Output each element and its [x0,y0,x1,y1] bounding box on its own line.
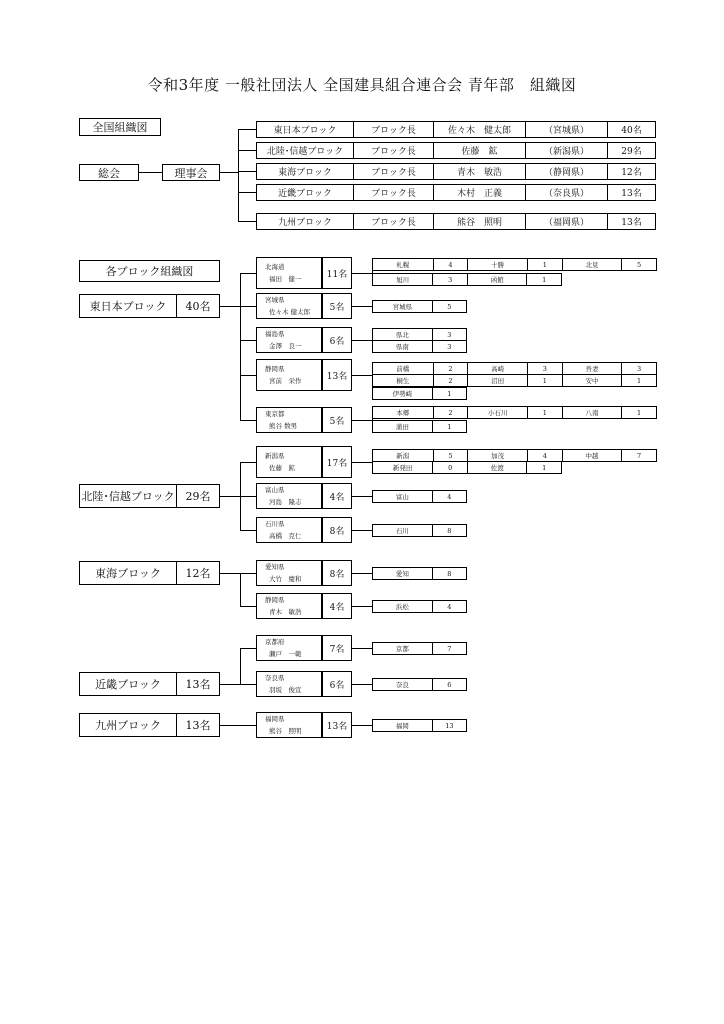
block-name: 九州ブロック [95,719,161,732]
sub-branch-row [372,387,467,400]
sub-branch-row [372,420,467,433]
connector-line [240,648,241,685]
sub-branch-name: 伊勢崎 [392,390,413,398]
sub-branch-count: 8 [432,568,466,579]
national-name-cell: 佐藤 鉱 [433,143,525,158]
national-count-cell: 13名 [607,185,655,200]
national-count-cell: 29名 [607,143,655,158]
sub-branch-count: 13 [432,720,466,731]
connector-line [238,221,256,222]
block-box-inner [80,562,219,584]
sub-branch-name: 京都 [395,645,409,653]
sub-branch-row [372,374,657,387]
sub-branch-cells [373,407,656,418]
connector-line [240,273,241,421]
prefecture-name: 宮城県 [265,296,285,304]
prefecture-name: 福島県 [265,330,285,338]
prefecture-info [257,672,321,696]
sub-branch-row [372,678,467,691]
block-name: 近畿ブロック [95,678,161,691]
sub-branch-name: 県南 [395,343,409,351]
connector-line [238,192,256,193]
sub-branch-row [372,524,467,537]
prefecture-count-box [322,407,352,433]
prefecture-info [257,561,321,585]
sub-branch-name: 新発田 [392,464,413,472]
national-pref-cell: （宮城県） [525,122,607,137]
prefecture-leader: 金澤 良一 [269,342,302,350]
sub-branch-count: 4 [432,491,466,502]
sub-branch-cells [373,643,466,654]
sub-branch-name: 蒲田 [395,423,409,431]
sub-branch-cells [373,601,466,612]
sub-branch-cells [373,341,466,352]
prefecture-name: 北海道 [265,263,285,271]
sub-branch-count: 4 [527,450,562,461]
sub-branch-count: 1 [621,375,656,386]
sub-branch-count: 5 [621,259,656,270]
connector-line [352,420,372,421]
sub-branch-count: 3 [432,341,466,352]
prefecture-count: 4名 [329,602,345,613]
sub-branch-count: 2 [433,363,468,374]
prefecture-leader: 高橋 克仁 [269,532,302,540]
prefecture-leader: 河島 隆志 [269,498,302,506]
connector-line [352,273,372,274]
sub-branch-row [372,461,562,474]
prefecture-name: 石川県 [265,520,285,528]
block-box-inner [80,485,219,507]
connector-line [240,530,256,531]
prefecture-info [257,636,321,660]
sub-branch-name: 沼田 [467,375,527,386]
prefecture-count-box [322,257,352,289]
sub-branch-name: 富山 [395,493,409,501]
prefecture-name: 京都府 [265,638,285,646]
national-pref-cell: （新潟県） [525,143,607,158]
prefecture-count: 11名 [326,269,348,280]
sub-branch-cells [373,720,466,731]
sub-branch-name: 札幌 [396,261,410,269]
connector-line [220,496,240,497]
prefecture-count: 6名 [329,680,345,691]
national-section-label-text: 全国組織図 [92,121,148,134]
prefecture-count-box [322,712,352,738]
prefecture-leader: 羽坂 俊宣 [269,686,302,694]
national-row [256,184,656,201]
national-row-cells [257,185,655,200]
prefecture-leader: 福田 健一 [269,275,302,283]
sub-branch-name: 佐渡 [467,462,526,473]
sub-branch-row [372,258,657,271]
prefecture-count-box [322,517,352,543]
connector-line [240,725,256,726]
connector-line [240,648,256,649]
prefecture-box [256,257,322,289]
sub-branch-count: 0 [432,462,467,473]
sub-branch-count: 1 [527,375,562,386]
national-role-cell: ブロック長 [353,185,433,200]
sub-branch-count: 7 [621,450,656,461]
national-name-cell: 木村 正義 [433,185,525,200]
connector-line [240,606,256,607]
prefecture-count: 7名 [329,644,345,655]
prefecture-count-box [322,327,352,353]
prefecture-count-box [322,293,352,319]
blocks-section-label-text: 各ブロック組織図 [105,265,194,278]
sub-branch-name: 安中 [562,375,622,386]
block-count: 13名 [176,714,219,736]
connector-line [352,648,372,649]
connector-line [352,606,372,607]
connector-line [220,306,240,307]
sub-branch-cells [373,421,466,432]
sub-branch-cells [373,679,466,690]
sub-branch-count: 6 [432,679,466,690]
connector-line [240,462,256,463]
block-box [79,561,220,585]
sub-branch-cells [373,329,466,340]
connector-line [238,129,256,130]
connector-line [352,496,372,497]
sub-branch-row [372,490,467,503]
sub-branch-name: 宮城県 [392,303,413,311]
sub-branch-cells [373,375,656,386]
block-box [79,713,220,737]
prefecture-count: 8名 [329,526,345,537]
block-name: 東日本ブロック [89,300,167,313]
sub-branch-cells [373,568,466,579]
block-box-inner [80,673,219,695]
connector-line [352,530,372,531]
block-count: 12名 [176,562,219,584]
national-name-cell: 熊谷 照明 [433,214,525,229]
connector-line [352,375,372,376]
prefecture-box [256,483,322,509]
prefecture-count: 4名 [329,492,345,503]
sub-branch-row [372,340,467,353]
sub-branch-name: 北見 [562,259,622,270]
national-role-cell: ブロック長 [353,164,433,179]
prefecture-leader: 佐藤 鉱 [269,464,295,472]
sub-branch-row [372,719,467,732]
sub-branch-count: 3 [527,363,562,374]
block-name: 北陸･信越ブロック [81,490,175,503]
prefecture-leader: 熊谷 照明 [269,727,302,735]
prefecture-info [257,713,321,737]
national-row-cells [257,214,655,229]
prefecture-info [257,360,321,390]
sub-branch-count: 3 [621,363,656,374]
prefecture-info [257,294,321,318]
prefecture-box [256,635,322,661]
national-row-cells [257,122,655,137]
connector-line [240,306,256,307]
sub-branch-count: 1 [526,274,561,285]
block-count: 29名 [176,485,219,507]
connector-line [220,573,240,574]
national-pref-cell: （静岡県） [525,164,607,179]
national-block-cell: 東日本ブロック [273,126,337,136]
prefecture-count-box [322,446,352,478]
national-row [256,121,656,138]
connector-line [240,375,256,376]
sub-branch-name: 福岡 [395,722,409,730]
national-row [256,213,656,230]
connector-line [139,172,162,173]
sub-branch-count: 4 [432,601,466,612]
prefecture-leader: 青木 敏浩 [269,608,302,616]
sub-branch-name: 小石川 [467,407,527,418]
national-block-cell: 東海ブロック [278,168,332,178]
sub-branch-row [372,567,467,580]
prefecture-leader: 熊谷 数男 [269,422,298,430]
connector-line [240,340,256,341]
national-role-cell: ブロック長 [353,122,433,137]
connector-line [240,573,256,574]
national-count-cell: 13名 [607,214,655,229]
block-name: 東海ブロック [95,567,161,580]
sub-branch-name: 県北 [395,331,409,339]
prefecture-name: 新潟県 [265,452,285,460]
prefecture-box [256,517,322,543]
national-pref-cell: （福岡県） [525,214,607,229]
sub-branch-name: 函館 [467,274,526,285]
national-count-cell: 40名 [607,122,655,137]
prefecture-box [256,712,322,738]
national-name-cell: 青木 敏浩 [433,164,525,179]
connector-line [240,684,256,685]
sub-branch-name: 吾妻 [562,363,622,374]
prefecture-count-box [322,635,352,661]
prefecture-count: 8名 [329,569,345,580]
national-block-cell: 九州ブロック [278,218,332,228]
sub-branch-count: 3 [432,329,466,340]
connector-line [240,420,256,421]
prefecture-name: 愛知県 [265,563,285,571]
sub-branch-count: 7 [432,643,466,654]
connector-line [240,273,256,274]
sub-branch-name: 旭川 [396,276,410,284]
sub-branch-name: 加茂 [467,450,527,461]
sub-branch-cells [373,259,656,270]
sub-branch-name: 新潟 [396,452,410,460]
blocks-section-label [79,260,220,282]
prefecture-info [257,594,321,618]
prefecture-info [257,408,321,432]
prefecture-box [256,671,322,697]
board-text: 理事会 [174,166,208,180]
block-count: 40名 [176,295,219,317]
prefecture-count-box [322,593,352,619]
national-count-cell: 12名 [607,164,655,179]
prefecture-info [257,447,321,477]
prefecture-box [256,407,322,433]
sub-branch-name: 八南 [562,407,622,418]
sub-branch-count: 1 [432,388,466,399]
sub-branch-count: 3 [432,274,467,285]
prefecture-count-box [322,483,352,509]
sub-branch-cells [373,274,561,285]
sub-branch-count: 4 [433,259,468,270]
national-row-cells [257,143,655,158]
sub-branch-cells [373,491,466,502]
prefecture-box [256,359,322,391]
prefecture-count: 13名 [326,371,348,382]
prefecture-count: 6名 [329,336,345,347]
sub-branch-row [372,600,467,613]
connector-line [352,306,372,307]
national-block-cell: 北陸･信越ブロック [266,147,344,157]
sub-branch-count: 1 [432,421,466,432]
block-box [79,294,220,318]
connector-line [220,684,240,685]
connector-line [352,684,372,685]
national-role-cell: ブロック長 [353,143,433,158]
prefecture-box [256,593,322,619]
sub-branch-row [372,406,657,419]
sub-branch-cells [373,450,656,461]
prefecture-name: 静岡県 [265,596,285,604]
national-name-cell: 佐々木 健太郎 [433,122,525,137]
connector-line [352,573,372,574]
prefecture-count: 5名 [329,416,345,427]
prefecture-leader: 宮前 栄作 [269,377,302,385]
sub-branch-count: 2 [433,407,468,418]
sub-branch-count: 1 [527,259,562,270]
sub-branch-name: 本郷 [396,409,410,417]
block-box-inner [80,295,219,317]
prefecture-info [257,518,321,542]
connector-line [352,462,372,463]
connector-line [238,171,256,172]
sub-branch-name: 奈良 [395,681,409,689]
national-role-cell: ブロック長 [353,214,433,229]
sub-branch-count: 5 [433,450,468,461]
sub-branch-count: 8 [432,525,466,536]
prefecture-leader: 佐々木 健太郎 [269,308,311,316]
sub-branch-row [372,273,562,286]
connector-line [352,725,372,726]
national-row-cells [257,164,655,179]
sub-branch-name: 愛知 [395,570,409,578]
prefecture-count: 5名 [329,302,345,313]
sub-branch-name: 高崎 [467,363,527,374]
general-assembly-text: 総会 [98,166,120,180]
sub-branch-cells [373,462,561,473]
sub-branch-count: 5 [432,301,466,312]
prefecture-info [257,484,321,508]
prefecture-count: 17名 [326,458,348,469]
sub-branch-name: 前橋 [396,365,410,373]
prefecture-leader: 大竹 慶和 [269,575,302,583]
prefecture-info [257,258,321,288]
connector-line [220,172,238,173]
block-count: 13名 [176,673,219,695]
sub-branch-row [372,642,467,655]
page-title: 令和3年度 一般社団法人 全国建具組合連合会 青年部 組織図 [147,76,577,94]
prefecture-name: 富山県 [265,486,285,494]
sub-branch-cells [373,363,656,374]
connector-line [220,725,240,726]
general-assembly-box [79,164,139,181]
connector-line [240,496,256,497]
sub-branch-name: 浜松 [395,603,409,611]
block-box [79,484,220,508]
sub-branch-count: 1 [621,407,656,418]
sub-branch-count: 1 [527,407,562,418]
prefecture-box [256,560,322,586]
sub-branch-count: 1 [526,462,561,473]
block-box-inner [80,714,219,736]
national-row [256,163,656,180]
prefecture-box [256,446,322,478]
prefecture-info [257,328,321,352]
connector-line [240,573,241,607]
sub-branch-name: 中越 [562,450,622,461]
connector-line [238,150,256,151]
prefecture-name: 福岡県 [265,715,285,723]
sub-branch-cells [373,301,466,312]
national-section-label [79,118,161,136]
national-row [256,142,656,159]
national-pref-cell: （奈良県） [525,185,607,200]
sub-branch-name: 十勝 [467,259,527,270]
connector-line [352,340,372,341]
sub-branch-name: 桐生 [396,377,410,385]
sub-branch-count: 2 [433,375,468,386]
national-block-cell: 近畿ブロック [278,189,332,199]
prefecture-count-box [322,671,352,697]
prefecture-name: 奈良県 [265,674,285,682]
prefecture-count: 13名 [326,721,348,732]
board-box [162,164,220,181]
prefecture-name: 静岡県 [265,365,285,373]
prefecture-box [256,327,322,353]
prefecture-leader: 瀬戸 一範 [269,650,302,658]
sub-branch-row [372,300,467,313]
prefecture-name: 東京都 [265,410,285,418]
prefecture-box [256,293,322,319]
sub-branch-cells [373,388,466,399]
prefecture-count-box [322,560,352,586]
block-box [79,672,220,696]
prefecture-count-box [322,359,352,391]
sub-branch-name: 石川 [395,527,409,535]
sub-branch-cells [373,525,466,536]
connector-line [238,129,239,221]
